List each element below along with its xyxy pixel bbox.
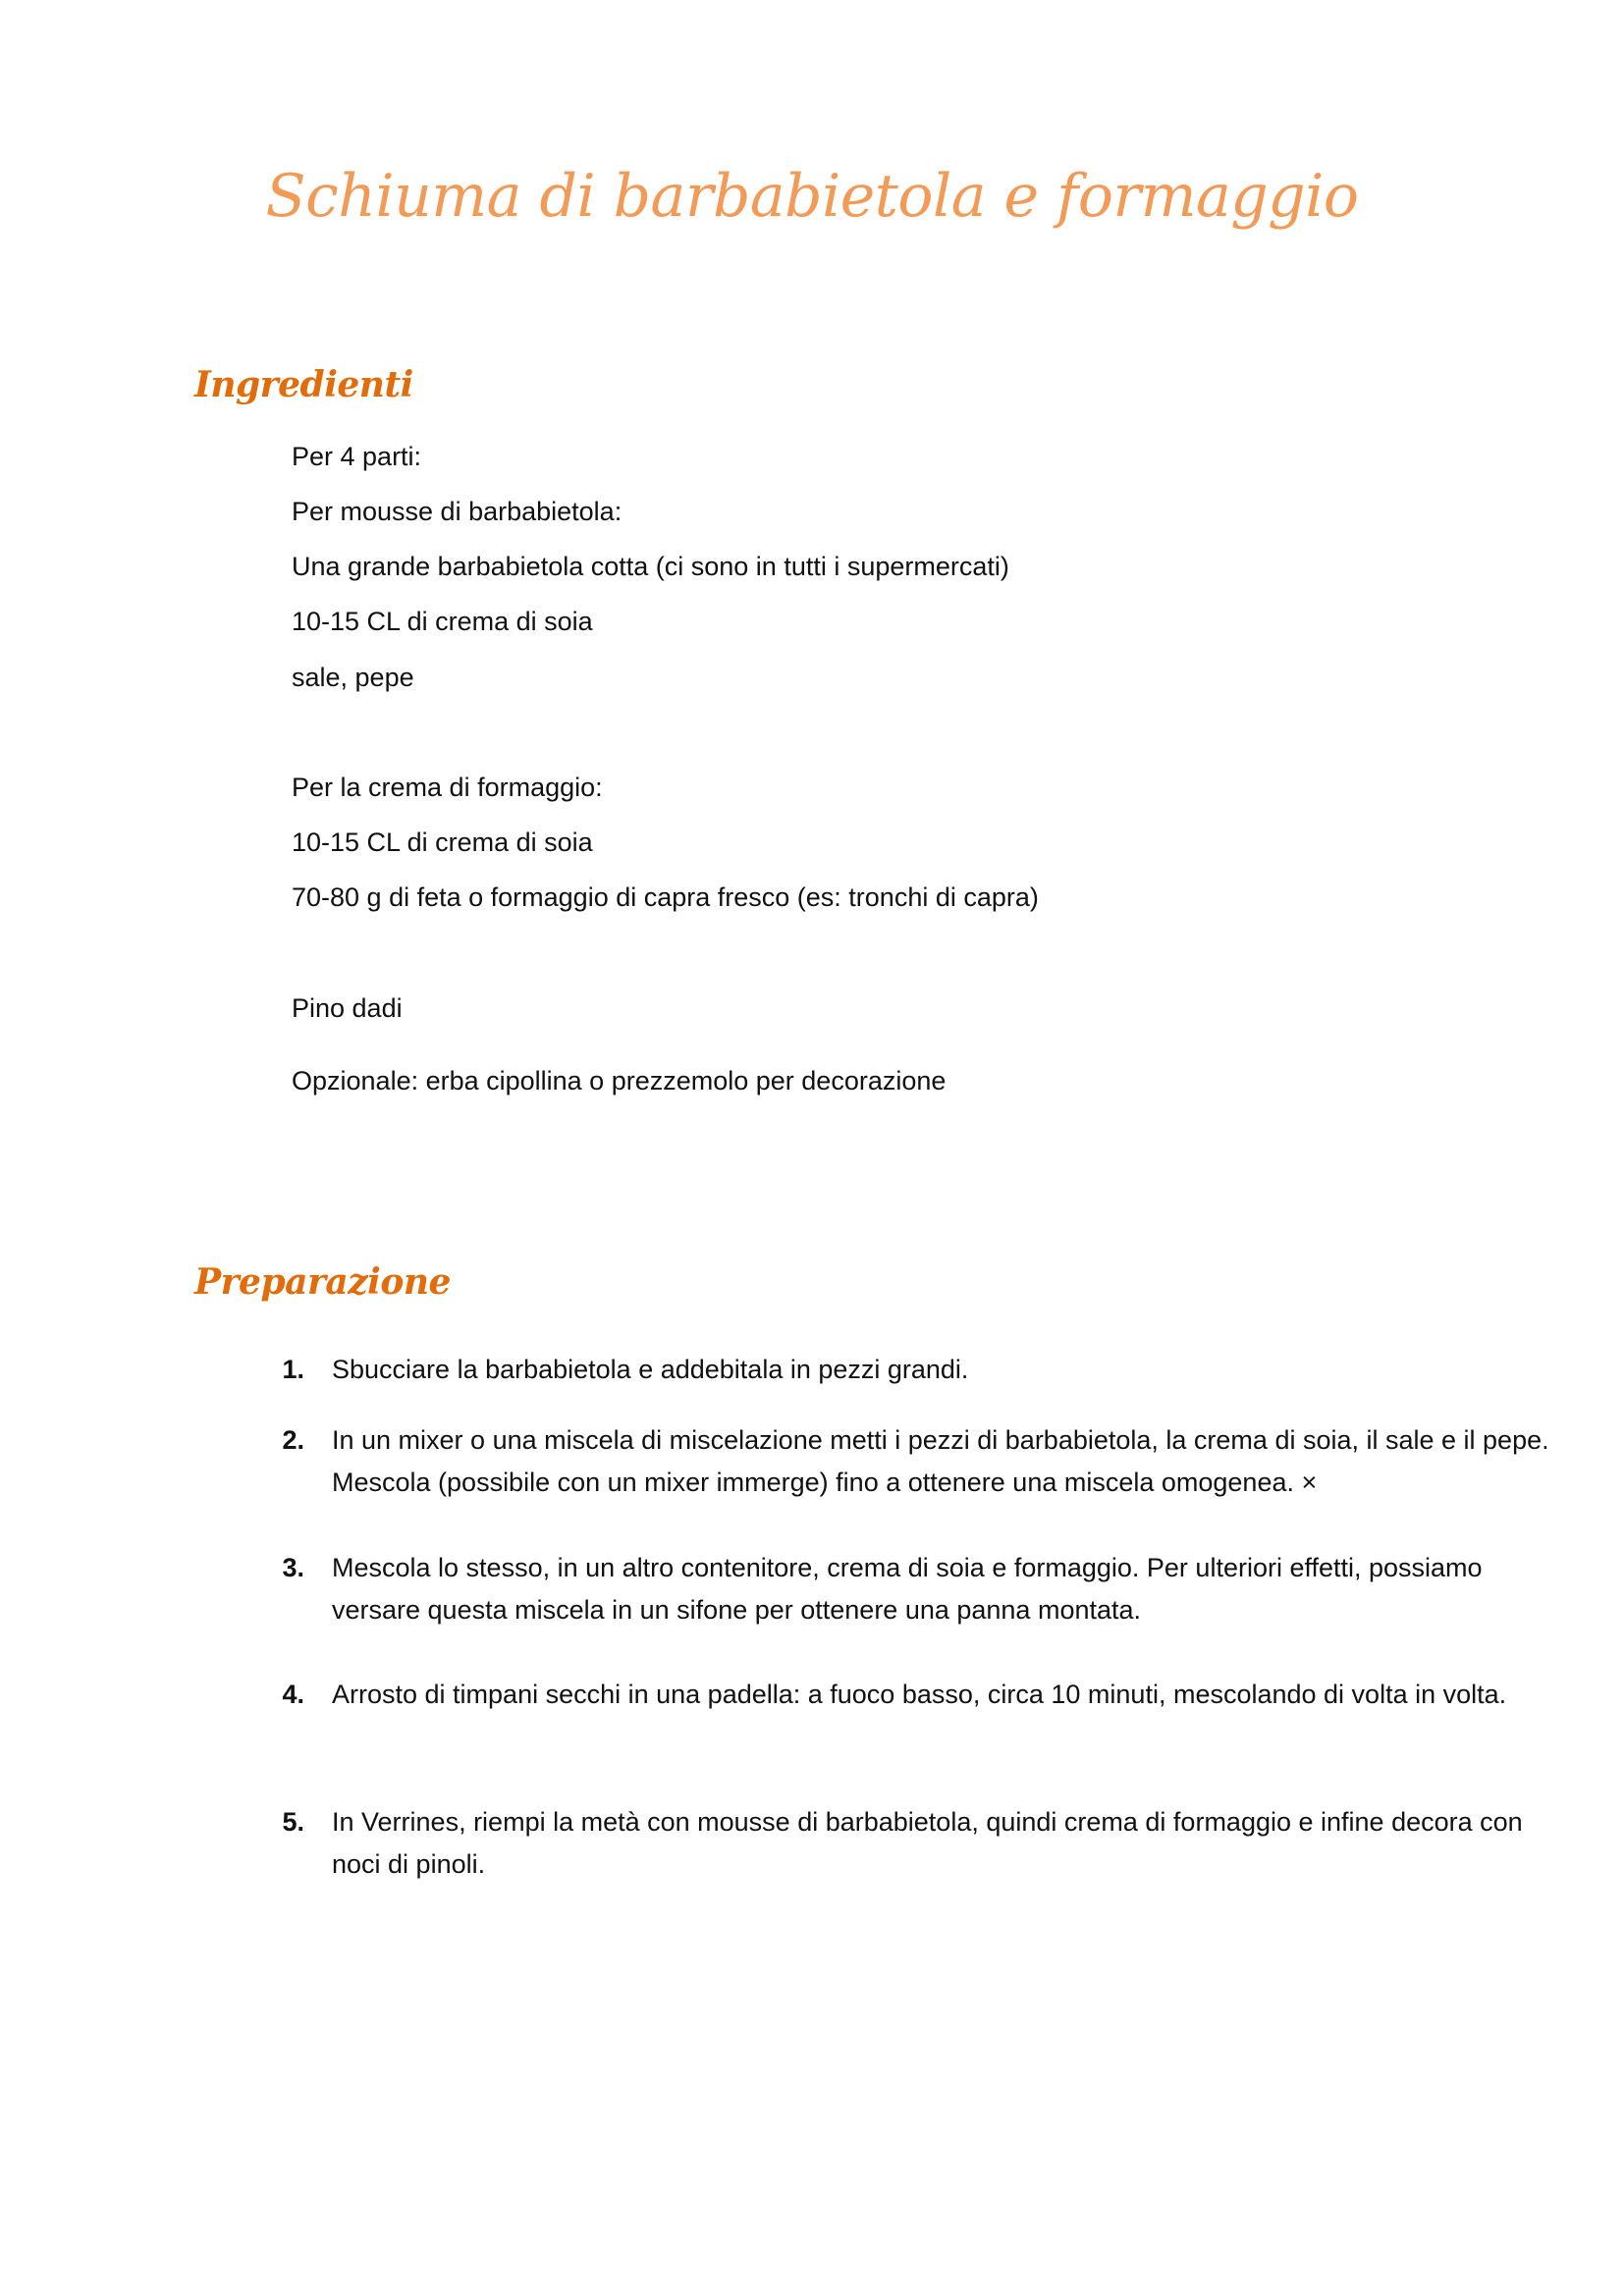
ingredient-line: Per la crema di formaggio: (292, 773, 603, 802)
ingredient-line: Per mousse di barbabietola: (292, 497, 623, 526)
ingredients-heading: Ingredienti (194, 364, 413, 405)
step-text: Sbucciare la barbabietola e addebitala in pezzi grandi. (332, 1355, 969, 1384)
step-number: 2. (282, 1425, 304, 1455)
ingredient-line: Per 4 parti: (292, 442, 422, 471)
step-text: Arrosto di timpani secchi in una padella: a fuoco basso, circa 10 minuti, mescolando di volta in volta. (332, 1680, 1507, 1709)
ingredient-line: Una grande barbabietola cotta (ci sono in tutti i supermercati) (292, 552, 1009, 581)
step-text: In Verrines, riempi la metà con mousse di barbabietola, quindi crema di formaggio e infine decora con noci di pinoli. (332, 1807, 1523, 1879)
ingredient-line: sale, pepe (292, 663, 414, 692)
step-number: 1. (282, 1355, 304, 1384)
recipe-title: Schiuma di barbabietola e formaggio (265, 162, 1359, 231)
preparation-heading: Preparazione (194, 1261, 451, 1303)
ingredient-line: 10-15 CL di crema di soia (292, 828, 593, 857)
ingredient-line: 70-80 g di feta o formaggio di capra fresco (es: tronchi di capra) (292, 882, 1039, 912)
ingredient-line: Pino dadi (292, 993, 403, 1023)
step-text: In un mixer o una miscela di miscelazione metti i pezzi di barbabietola, la crema di soia, il sale e il pepe. Mescola (possibile con un mixer immerge) fino a ottenere una miscela omogenea. × (332, 1425, 1549, 1497)
ingredient-line: 10-15 CL di crema di soia (292, 607, 593, 636)
ingredient-line: Opzionale: erba cipollina o prezzemolo per decorazione (292, 1066, 947, 1095)
step-number: 5. (282, 1807, 304, 1837)
step-text: Mescola lo stesso, in un altro contenitore, crema di soia e formaggio. Per ulteriori effetti, possiamo versare questa miscela in un sifone per ottenere una panna montata. (332, 1553, 1483, 1625)
step-number: 4. (282, 1680, 304, 1709)
step-number: 3. (282, 1553, 304, 1582)
